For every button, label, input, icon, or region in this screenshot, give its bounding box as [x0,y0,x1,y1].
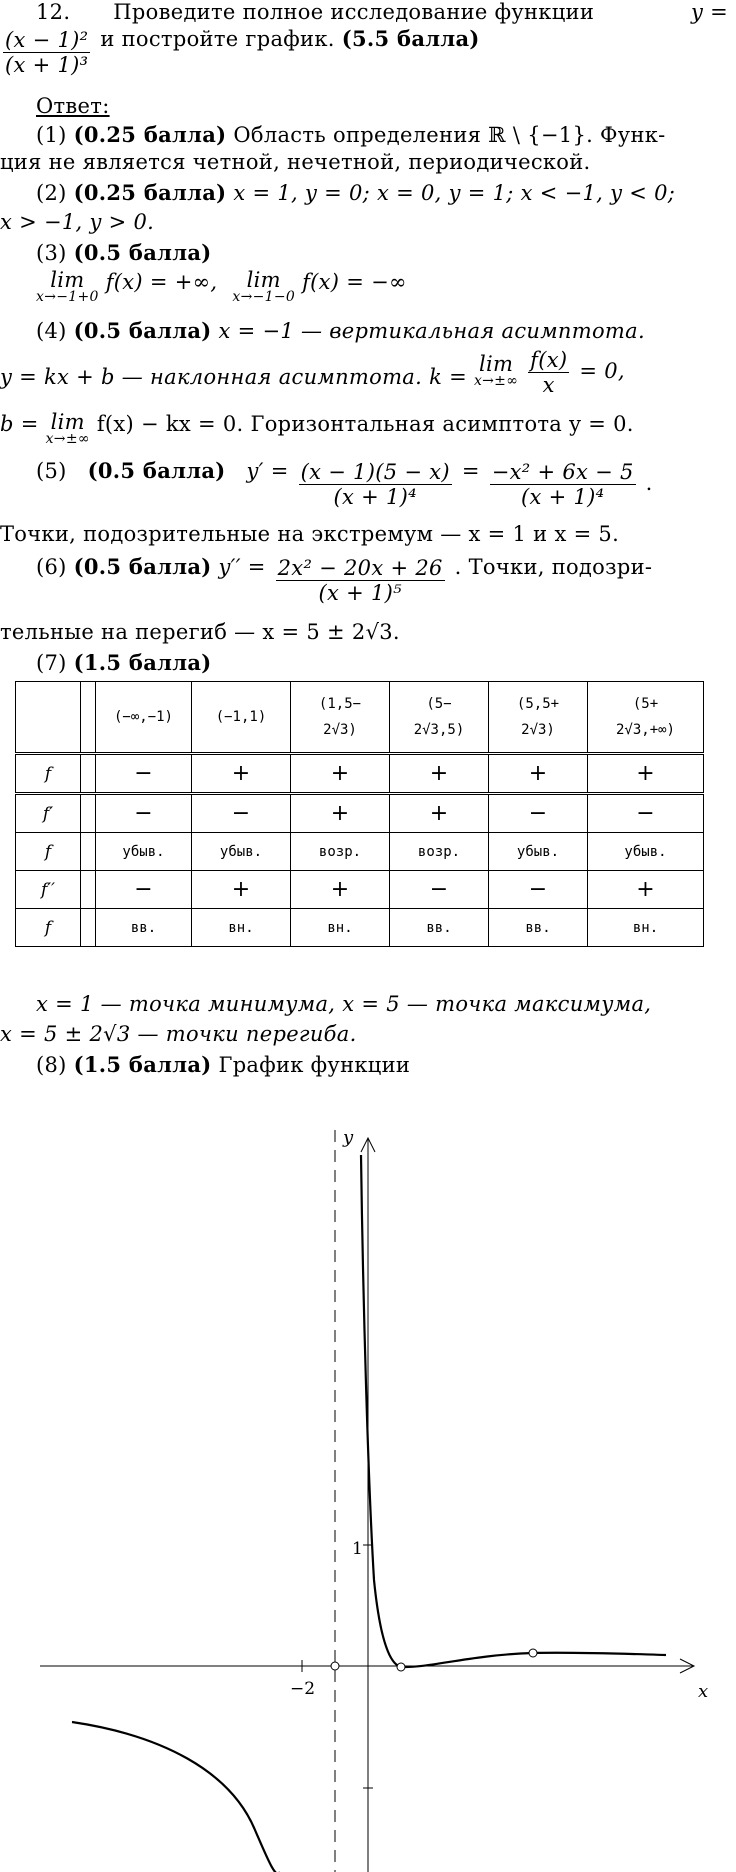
minimum-point [397,1663,405,1671]
table-cell: − [588,794,704,833]
spacer-cell [81,833,96,871]
table-cell: + [390,794,489,833]
item-2-tag: (2) [36,181,67,205]
sign-table [15,681,704,947]
spacer-cell [81,754,96,794]
table-cell: вв. [390,909,489,947]
item-1-text-b: ция не является четной, нечетной, периодической. [0,150,591,174]
item-4-points: (0.5 балла) [73,318,212,343]
item-6-fraction-num: 2x² − 20x + 26 [277,556,443,580]
sign-table-header-row [16,682,704,754]
problem-text: Проведите полное исследование функции [113,0,595,24]
sign-table-row [16,754,704,794]
item-2-text-a: x = 1, y = 0; x = 0, y = 1; x < −1, y < 0; [233,181,676,205]
item-6-fraction [276,556,445,605]
item-4-text-b1: y = kx + b — наклонная асимптота. k = [0,365,467,389]
item-4-text-c1: b = [0,412,39,436]
table-cell: + [192,754,291,794]
limit-right-sub: x→−1+0 [36,289,99,305]
sign-table-row [16,794,704,833]
problem-points: (5.5 балла) [341,26,480,51]
table-cell: + [291,794,390,833]
item-5-fraction-2-den: (x + 1)⁴ [521,485,605,509]
item-8-text: График функции [218,1053,411,1077]
sign-table-header-cell: (1,5− 2√3) [291,682,390,754]
limit-right [36,270,99,304]
item-6-points: (0.5 балла) [73,554,212,579]
limit-left-sub: x→−1−0 [232,289,296,305]
table-cell: + [588,871,704,909]
limit-right-value: f(x) = +∞, [105,270,218,294]
sign-table-header-cell: (5− 2√3,5) [390,682,489,754]
item-4-limit-b-word: lim [50,410,85,434]
conclusion-line-2: x = 5 ± 2√3 — точки перегиба. [0,1022,357,1046]
item-2-line-a [36,180,675,205]
item-6-tag: (6) [36,555,67,579]
answer-label: Ответ: [36,94,110,118]
sign-table-header-cell: (5+ 2√3,+∞) [588,682,704,754]
item-5-fraction-1-num: (x − 1)(5 − x) [300,460,450,484]
item-4-fraction-den: x [542,373,555,397]
item-6-text-b: тельные на перегиб — x = 5 ± 2√3. [0,620,400,644]
item-5-fraction-1 [299,460,452,509]
problem-fraction-den: (x + 1)³ [5,53,89,77]
table-cell: вв. [96,909,192,947]
item-7-points: (1.5 балла) [73,650,212,675]
item-3-line-a [36,240,212,265]
sign-table-header-cell: (−∞,−1) [96,682,192,754]
table-cell: − [192,794,291,833]
item-6-fraction-den: (x + 1)⁵ [318,581,402,605]
item-5-fraction-2-num: −x² + 6x − 5 [491,460,634,484]
table-cell: + [588,754,704,794]
problem-line-1 [36,0,732,24]
item-4-limit-b-sub: x→±∞ [45,431,90,447]
item-8-line [36,1052,410,1077]
item-8-tag: (8) [36,1053,67,1077]
item-5-text-b: Точки, подозрительные на экстремум — x = 1 и x = 5. [0,522,620,546]
item-5-fraction-1-den: (x + 1)⁴ [333,485,417,509]
sign-table-header-cell: (5,5+ 2√3) [489,682,588,754]
table-cell: вн. [588,909,704,947]
table-cell: убыв. [96,833,192,871]
spacer-cell [81,794,96,833]
x-tick-minus2-label: −2 [290,1679,316,1699]
item-3-tag: (3) [36,241,67,265]
table-cell: + [291,754,390,794]
item-4-limit-b [46,412,90,446]
item-6-text-a: . Точки, подозри- [454,555,653,579]
problem-number: 12. [36,0,71,24]
item-4-limit [474,354,518,388]
item-5-yprime: y′ = [246,459,289,483]
item-4-line-c [0,412,634,446]
table-cell: + [390,754,489,794]
row-label: f′′ [16,871,81,909]
item-7-line [36,650,212,675]
function-graph [0,1110,736,1872]
table-cell: − [96,871,192,909]
table-cell: + [291,871,390,909]
row-label: f [16,754,81,794]
table-cell: − [96,794,192,833]
row-label: f′ [16,794,81,833]
limit-left-value: f(x) = −∞ [302,270,407,294]
sign-table-header-cell [16,682,81,754]
item-5-end: . [645,471,653,495]
item-5-points: (0.5 балла) [87,458,226,483]
limit-right-word: lim [50,268,85,292]
item-1-tag: (1) [36,123,67,147]
problem-fraction [3,28,90,77]
item-2-text-b: x > −1, y > 0. [0,210,155,234]
table-cell: + [192,871,291,909]
item-1-points: (0.25 балла) [73,122,227,147]
table-cell: − [489,794,588,833]
sign-table-row [16,833,704,871]
problem-y-eq: y = [690,0,728,24]
limit-left-word: lim [246,268,281,292]
item-3-limits [36,270,407,304]
x-axis-label: x [698,1681,709,1702]
table-cell: убыв. [588,833,704,871]
item-1-line-a [36,122,666,147]
item-4-line-b [0,348,625,397]
item-2-points: (0.25 балла) [73,180,227,205]
item-6-line-a [36,556,652,605]
sign-table-header-cell [81,682,96,754]
item-4-text-b2: = 0, [579,359,625,383]
conclusion-line-1: x = 1 — точка минимума, x = 5 — точка максимума, [36,992,652,1016]
item-8-points: (1.5 балла) [73,1052,212,1077]
table-cell: − [489,871,588,909]
table-cell: − [390,871,489,909]
item-7-tag: (7) [36,651,67,675]
item-4-limit-word: lim [478,352,514,376]
item-4-fraction [528,348,569,397]
hole-point-asymptote [331,1662,339,1670]
item-4-tag: (4) [36,319,67,343]
table-cell: возр. [390,833,489,871]
item-4-text-a: x = −1 — вертикальная асимптота. [218,319,645,343]
table-cell: + [489,754,588,794]
table-cell: вв. [489,909,588,947]
item-4-text-c2: f(x) − kx = 0. Горизонтальная асимптота y = 0. [96,412,634,436]
table-cell: вн. [291,909,390,947]
problem-line-2 [0,28,480,77]
table-cell: − [96,754,192,794]
maximum-point [529,1649,537,1657]
item-1-text-a: Область определения ℝ \ {−1}. Функ- [233,123,666,147]
table-cell: убыв. [489,833,588,871]
problem-text-after: и постройте график. [100,27,335,51]
item-5-fraction-2 [490,460,636,509]
item-5-line-a [36,460,653,509]
item-4-line-a [36,318,645,343]
table-cell: убыв. [192,833,291,871]
item-4-fraction-num: f(x) [530,348,568,372]
sign-table-header-cell: (−1,1) [192,682,291,754]
y-tick-1-label: 1 [352,1539,363,1559]
row-label: f [16,833,81,871]
item-5-tag: (5) [36,459,67,483]
sign-table-row [16,909,704,947]
spacer-cell [81,909,96,947]
limit-left [232,270,295,304]
table-cell: вн. [192,909,291,947]
item-4-limit-sub: x→±∞ [473,373,519,389]
item-3-points: (0.5 балла) [73,240,212,265]
spacer-cell [81,871,96,909]
problem-fraction-num: (x − 1)² [5,28,89,52]
item-5-eq: = [461,459,480,483]
table-cell: возр. [291,833,390,871]
item-6-ysecond: y′′ = [218,555,266,579]
row-label: f [16,909,81,947]
y-axis-label: y [343,1127,354,1148]
sign-table-row [16,871,704,909]
curve-right-branch [361,1155,666,1667]
curve-left-branch [72,1722,280,1872]
